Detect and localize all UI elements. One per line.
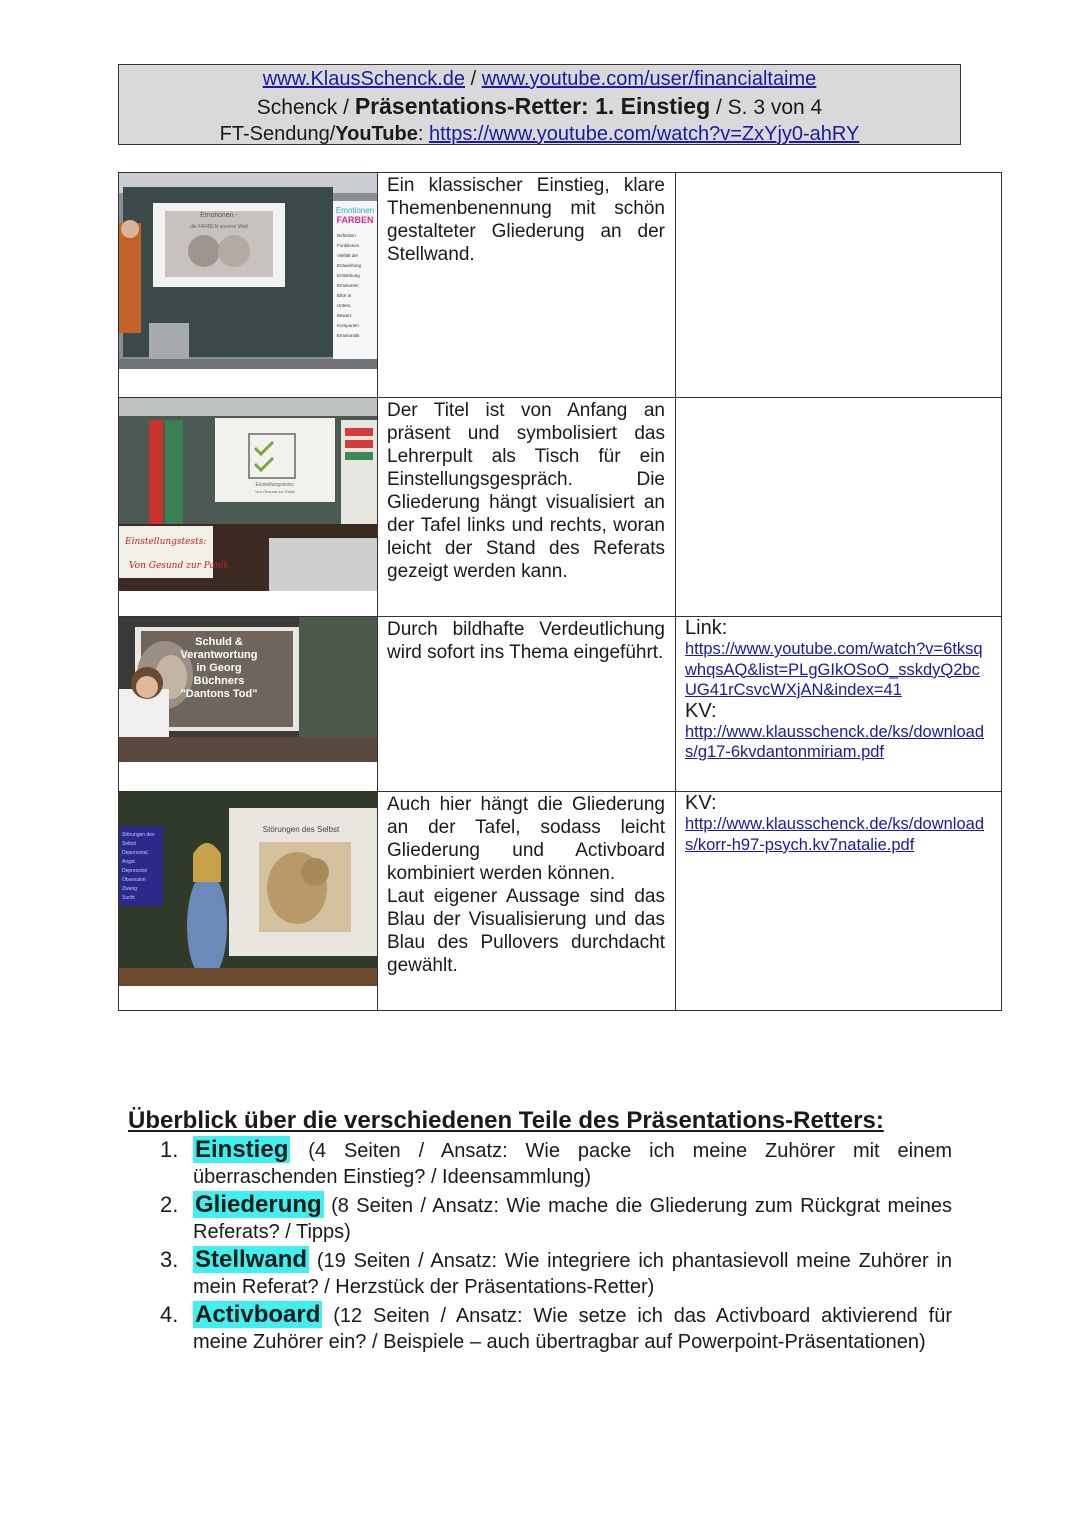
board-item-text: Definition xyxy=(337,233,356,238)
link-label: Link: xyxy=(685,617,728,639)
photo-cell xyxy=(119,792,378,1011)
board-item-text: Emotionen xyxy=(337,283,359,288)
header-links-line xyxy=(119,66,960,93)
broadcast-colon: : xyxy=(417,123,429,145)
description-cell: Ein klassischer Einstieg, klare Themenbenennung mit schön gestalteter Gliederung an der Stellwand. xyxy=(378,173,676,398)
kv-label: KV: xyxy=(685,699,717,722)
board-item-text: Entstehung xyxy=(337,273,360,278)
description-cell: Der Titel ist von Anfang an präsent und symbolisiert das Lehrerpult als Tisch für ein Einstellungsgespräch. Die Gliederung hängt visualisiert an der Tafel links und rechts, woran leicht der Stand des Referats gezeigt werden kann. xyxy=(378,398,676,617)
site-link[interactable]: www.KlausSchenck.de xyxy=(262,68,466,90)
board-item-text: Komponen xyxy=(337,323,359,328)
photo-cell xyxy=(119,398,378,617)
board-item-text: Selbst xyxy=(122,841,136,847)
overview-item-desc: (12 Seiten / Ansatz: Wie setze ich das Activboard aktivierend für meine Zuhörer ein? / Beispiele – auch übertragbar auf Powerpoint-Präsentationen) xyxy=(193,1305,952,1353)
overview-item-number: 3. xyxy=(160,1247,179,1272)
links-cell xyxy=(676,173,1002,398)
links-cell xyxy=(676,792,1002,1011)
examples-table xyxy=(118,172,1002,1011)
board-item-text: Funktionen xyxy=(337,243,360,248)
table-row xyxy=(119,398,1002,617)
board-item-text: Vielfalt der xyxy=(337,253,359,258)
overview-item xyxy=(160,1137,952,1190)
desk-sign-line2: Von Gesund zur Panik xyxy=(129,561,229,571)
board-item-text: Unters. xyxy=(337,303,352,308)
overview-item-key: Stellwand xyxy=(195,1246,308,1273)
slide-title-1: Emotionen - xyxy=(200,212,238,219)
overview-list xyxy=(160,1137,952,1357)
slide-subtitle-1: die FARBEN unserer Welt xyxy=(190,224,248,230)
overview-item-number: 4. xyxy=(160,1302,179,1327)
board-item-text: Entwicklung xyxy=(337,263,362,268)
header-author: Schenck / xyxy=(256,96,355,119)
overview-item-key: Einstieg xyxy=(195,1136,289,1163)
photo-cell xyxy=(119,617,378,792)
board-title-1: Emotionen xyxy=(335,206,375,215)
slide-text-line: Büchners xyxy=(193,675,245,687)
kv-download-link[interactable]: http://www.klausschenck.de/ks/downloads/korr-h97-psych.kv7natalie.pdf xyxy=(685,815,984,854)
slide-title-2: Einstellungstests: xyxy=(255,482,295,488)
board-item-text: Obsession xyxy=(122,877,146,883)
links-cell xyxy=(676,398,1002,617)
desk-sign-line1: Einstellungstests: xyxy=(125,537,207,547)
links-cell xyxy=(676,617,1002,792)
overview-item xyxy=(160,1302,952,1355)
header-separator: / xyxy=(465,68,482,90)
broadcast-video-link[interactable]: https://www.youtube.com/watch?v=ZxYjy0-ahRY xyxy=(428,123,860,145)
board-item-text: Emotionalit xyxy=(337,333,360,338)
youtube-video-link[interactable]: https://www.youtube.com/watch?v=6tksqwhqsAQ&list=PLgGIkOSoO_sskdyQ2bcUG41rCsvcWXjAN&index=41 xyxy=(685,640,983,699)
photo-3-graphic xyxy=(119,617,377,762)
kv-download-link[interactable]: http://www.klausschenck.de/ks/downloads/g17-6kvdantonmiriam.pdf xyxy=(685,722,984,761)
document-title: Präsentations-Retter: 1. Einstieg xyxy=(354,93,711,119)
photo-4-graphic xyxy=(119,792,377,986)
board-item-text: Depersonal. xyxy=(122,850,149,856)
table-row xyxy=(119,617,1002,792)
slide-subtitle-2: Von Gesund zur Panik xyxy=(255,489,295,494)
classroom-photo-1 xyxy=(119,173,377,369)
overview-item xyxy=(160,1192,952,1245)
table-row xyxy=(119,173,1002,398)
board-sub-1: FARBEN xyxy=(336,215,374,225)
overview-item-desc: (4 Seiten / Ansatz: Wie packe ich meine Zuhörer mit einem überraschenden Einstieg? / Ideensammlung) xyxy=(193,1140,952,1188)
table-row xyxy=(119,792,1002,1011)
board-item-text: Blick in xyxy=(337,293,352,298)
slide-text-line: Schuld & xyxy=(195,636,243,648)
overview-heading: Überblick über die verschiedenen Teile des Präsentations-Retters: xyxy=(128,1107,884,1134)
slide-text-line: in Georg xyxy=(196,662,242,674)
page-info: / S. 3 von 4 xyxy=(710,96,823,119)
photo-cell xyxy=(119,173,378,398)
overview-item-key: Gliederung xyxy=(195,1191,322,1218)
broadcast-bold: YouTube xyxy=(335,123,418,145)
overview-item-number: 2. xyxy=(160,1192,179,1217)
slide-text-line: Verantwortung xyxy=(180,649,258,661)
classroom-photo-2 xyxy=(119,398,377,591)
description-paragraph-2: Laut eigener Aussage sind das Blau der Visualisierung und das Blau des Pullovers durchdacht gewählt. xyxy=(387,886,665,976)
description-paragraph: Auch hier hängt die Gliederung an der Tafel, sodass leicht Gliederung und Activboard kombiniert werden können. xyxy=(387,794,665,884)
photo-1-graphic xyxy=(119,173,377,369)
slide-text-line: "Dantons Tod" xyxy=(180,688,258,700)
header-broadcast-line xyxy=(119,121,960,148)
document-header xyxy=(118,64,961,145)
board-item-text: Depression xyxy=(122,868,148,874)
photo-2-graphic xyxy=(119,398,377,591)
overview-item-desc: (8 Seiten / Ansatz: Wie mache die Gliederung zum Rückgrat meines Referats? / Tipps) xyxy=(193,1195,953,1243)
kv-label: KV: xyxy=(685,792,717,814)
overview-item xyxy=(160,1247,952,1300)
description-cell xyxy=(378,792,676,1011)
board-item-text: Störungen des xyxy=(122,832,155,838)
classroom-photo-4 xyxy=(119,792,377,986)
overview-item-key: Activboard xyxy=(195,1301,321,1328)
classroom-photo-3 xyxy=(119,617,377,762)
board-item-text: Bewert. xyxy=(337,313,353,318)
youtube-channel-link[interactable]: www.youtube.com/user/financialtaime xyxy=(481,68,817,90)
description-cell: Durch bildhafte Verdeutlichung wird sofort ins Thema eingeführt. xyxy=(378,617,676,792)
board-item-text: Angst xyxy=(122,859,135,865)
board-item-text: Sucht xyxy=(122,895,135,901)
header-title-line xyxy=(119,93,960,121)
overview-item-number: 1. xyxy=(160,1137,179,1162)
broadcast-label: FT-Sendung/ xyxy=(219,123,336,145)
slide-title-4: Störungen des Selbst xyxy=(262,825,340,834)
board-item-text: Zwang xyxy=(122,886,138,892)
overview-item-desc: (19 Seiten / Ansatz: Wie integriere ich phantasievoll meine Zuhörer in mein Referat? / Herzstück der Präsentations-Retter) xyxy=(193,1250,952,1298)
